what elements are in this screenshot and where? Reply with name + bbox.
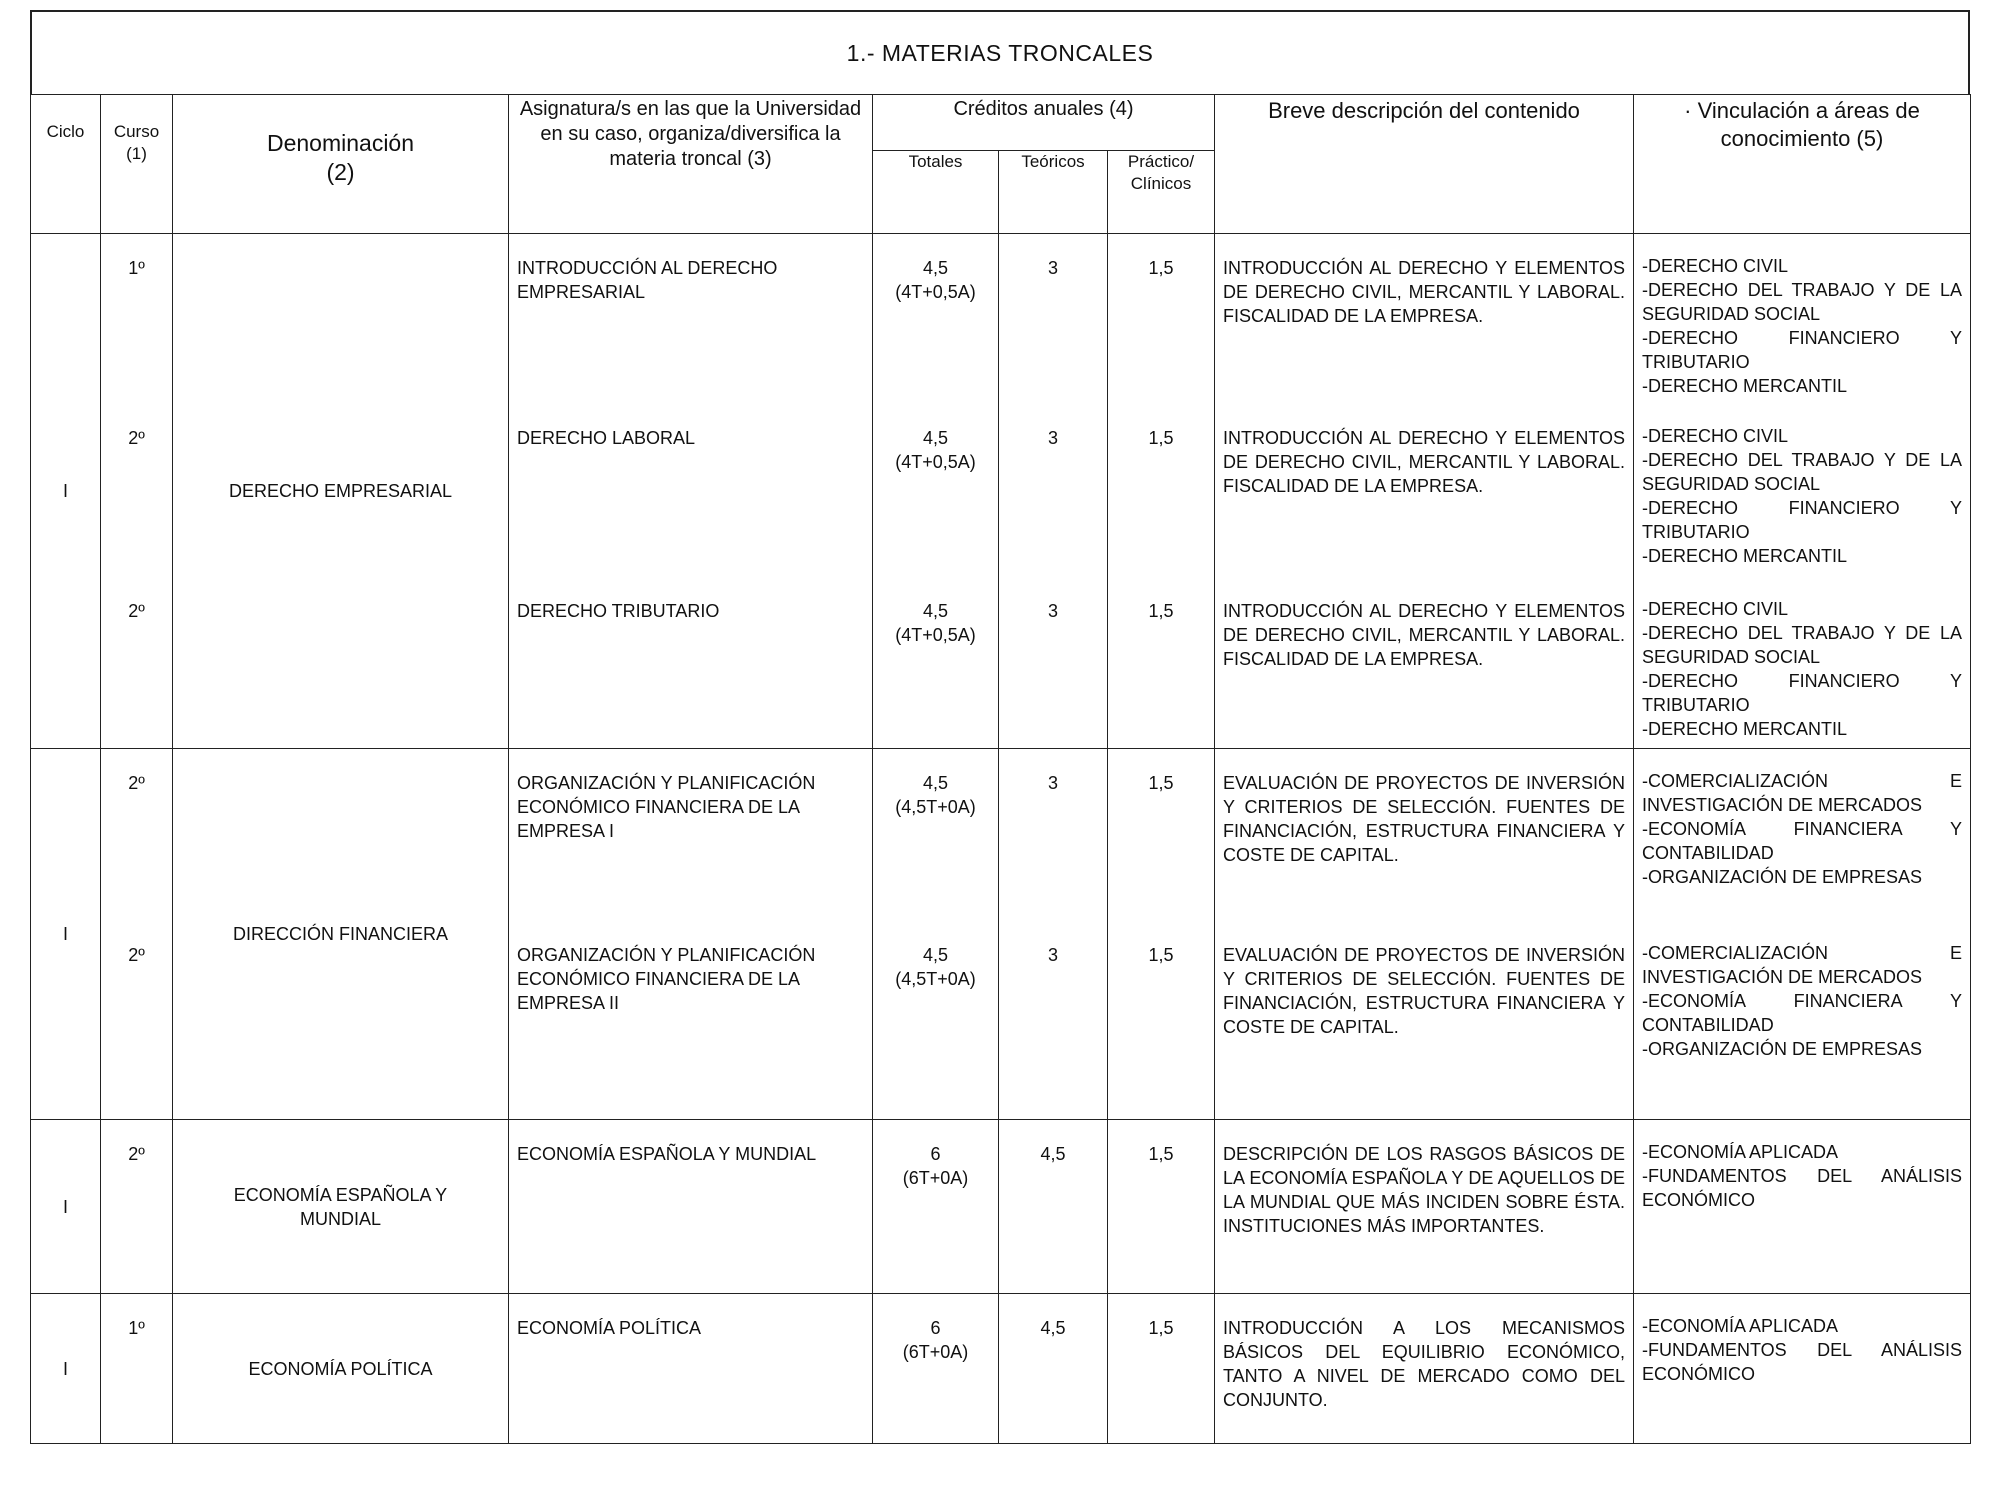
descripcion-cell: INTRODUCCIÓN AL DERECHO Y ELEMENTOS DE DERECHO CIVIL, MERCANTIL Y LABORAL. FISCALIDAD DE LA EMPRESA.: [1215, 234, 1634, 404]
vinculacion-cell: [1634, 749, 1971, 921]
vinculacion-item: -DERECHO MERCANTIL: [1642, 718, 1848, 739]
header-asignatura: Asignatura/s en las que la Universidad en su caso, organiza/diversifica la materia troncal (3): [509, 95, 873, 234]
asignatura-cell: ECONOMÍA ESPAÑOLA Y MUNDIAL: [509, 1120, 873, 1294]
descripcion-cell: EVALUACIÓN DE PROYECTOS DE INVERSIÓN Y CRITERIOS DE SELECCIÓN. FUENTES DE FINANCIACIÓN, ESTRUCTURA FINANCIERA Y COSTE DE CAPITAL.: [1215, 749, 1634, 921]
asignatura-cell: INTRODUCCIÓN AL DERECHO EMPRESARIAL: [509, 234, 873, 404]
vinculacion-item: -DERECHO DEL TRABAJO Y DE LA SEGURIDAD SOCIAL: [1642, 449, 1962, 494]
ciclo-cell: I: [31, 234, 101, 749]
vinculacion-item: -ECONOMÍA APLICADA: [1642, 1142, 1839, 1162]
vinculacion-item: -DERECHO DEL TRABAJO Y DE LA SEGURIDAD SOCIAL: [1642, 622, 1962, 667]
practicos-cell: 1,5: [1108, 577, 1215, 749]
totales-cell: [873, 1120, 999, 1294]
denominacion-cell: ECONOMÍA ESPAÑOLA Y MUNDIAL: [173, 1120, 509, 1294]
totales-detail: (6T+0A): [902, 1342, 969, 1362]
table-row: [31, 1294, 1971, 1444]
asignatura-cell: DERECHO LABORAL: [509, 404, 873, 577]
vinculacion-item: -ECONOMÍA FINANCIERA Y CONTABILIDAD: [1642, 990, 1962, 1035]
teoricos-cell: 3: [999, 749, 1108, 921]
header-practicos: Práctico/ Clínicos: [1108, 151, 1215, 234]
asignatura-cell: ORGANIZACIÓN Y PLANIFICACIÓN ECONÓMICO FINANCIERA DE LA EMPRESA II: [509, 921, 873, 1120]
practicos-cell: 1,5: [1108, 234, 1215, 404]
vinculacion-item: -DERECHO CIVIL: [1642, 256, 1789, 276]
table-body: [31, 234, 1971, 1444]
vinculacion-cell: [1634, 1294, 1971, 1444]
curso-cell: 2º: [101, 577, 173, 749]
asignatura-cell: ORGANIZACIÓN Y PLANIFICACIÓN ECONÓMICO FINANCIERA DE LA EMPRESA I: [509, 749, 873, 921]
totales-cell: [873, 1294, 999, 1444]
practicos-cell: 1,5: [1108, 749, 1215, 921]
denominacion-cell: DIRECCIÓN FINANCIERA: [173, 749, 509, 1120]
vinculacion-item: -DERECHO MERCANTIL: [1642, 376, 1848, 396]
vinculacion-cell: [1634, 1120, 1971, 1294]
totales-value: 4,5: [922, 600, 949, 621]
vinculacion-item: -DERECHO CIVIL: [1642, 425, 1789, 446]
title-box: [30, 10, 1970, 94]
totales-cell: [873, 577, 999, 749]
header-vinculacion: · Vinculación a áreas de conocimiento (5): [1634, 95, 1971, 234]
header-ciclo: Ciclo: [31, 95, 101, 234]
totales-value: 4,5: [922, 773, 949, 793]
ciclo-cell: I: [31, 749, 101, 1120]
header-denominacion: Denominación (2): [173, 95, 509, 234]
vinculacion-cell: [1634, 234, 1971, 404]
descripcion-cell: DESCRIPCIÓN DE LOS RASGOS BÁSICOS DE LA ECONOMÍA ESPAÑOLA Y DE AQUELLOS DE LA MUNDIAL QUE MÁS INCIDEN SOBRE ÉSTA. INSTITUCIONES MÁS IMPORTANTES.: [1215, 1120, 1634, 1294]
asignatura-cell: ECONOMÍA POLÍTICA: [509, 1294, 873, 1444]
vinculacion-item: -ECONOMÍA FINANCIERA Y CONTABILIDAD: [1642, 819, 1962, 863]
totales-cell: [873, 921, 999, 1120]
table-row: [31, 749, 1971, 921]
totales-cell: [873, 749, 999, 921]
practicos-cell: 1,5: [1108, 1120, 1215, 1294]
denominacion-cell: DERECHO EMPRESARIAL: [173, 234, 509, 749]
totales-value: 6: [930, 1144, 941, 1164]
teoricos-cell: 3: [999, 234, 1108, 404]
vinculacion-item: -DERECHO MERCANTIL: [1642, 545, 1848, 566]
curso-cell: 2º: [101, 921, 173, 1120]
teoricos-cell: 3: [999, 404, 1108, 577]
vinculacion-item: -ECONOMÍA APLICADA: [1642, 1316, 1839, 1336]
curso-cell: 2º: [101, 404, 173, 577]
header-teoricos: Teóricos: [999, 151, 1108, 234]
table-row: [31, 1120, 1971, 1294]
teoricos-cell: 4,5: [999, 1294, 1108, 1444]
curso-cell: 2º: [101, 749, 173, 921]
vinculacion-item: -DERECHO FINANCIERO Y TRIBUTARIO: [1642, 328, 1962, 372]
totales-detail: (4T+0,5A): [895, 624, 976, 645]
descripcion-cell: INTRODUCCIÓN AL DERECHO Y ELEMENTOS DE DERECHO CIVIL, MERCANTIL Y LABORAL. FISCALIDAD DE LA EMPRESA.: [1215, 577, 1634, 749]
vinculacion-item: -FUNDAMENTOS DEL ANÁLISIS ECONÓMICO: [1642, 1166, 1962, 1210]
practicos-cell: 1,5: [1108, 1294, 1215, 1444]
vinculacion-item: -ORGANIZACIÓN DE EMPRESAS: [1642, 1038, 1923, 1059]
vinculacion-item: -COMERCIALIZACIÓN E INVESTIGACIÓN DE MERCADOS: [1642, 942, 1962, 987]
vinculacion-item: -COMERCIALIZACIÓN E INVESTIGACIÓN DE MERCADOS: [1642, 771, 1962, 815]
totales-value: 4,5: [922, 944, 949, 965]
header-curso: Curso (1): [101, 95, 173, 234]
descripcion-cell: INTRODUCCIÓN AL DERECHO Y ELEMENTOS DE DERECHO CIVIL, MERCANTIL Y LABORAL. FISCALIDAD DE LA EMPRESA.: [1215, 404, 1634, 577]
curso-cell: 2º: [101, 1120, 173, 1294]
materias-table: [30, 94, 1971, 1444]
totales-value: 4,5: [922, 258, 949, 278]
totales-detail: (4T+0,5A): [895, 282, 976, 302]
vinculacion-item: -FUNDAMENTOS DEL ANÁLISIS ECONÓMICO: [1642, 1340, 1962, 1384]
curso-cell: 1º: [101, 234, 173, 404]
vinculacion-item: -DERECHO FINANCIERO Y TRIBUTARIO: [1642, 497, 1962, 542]
curso-cell: 1º: [101, 1294, 173, 1444]
practicos-cell: 1,5: [1108, 921, 1215, 1120]
teoricos-cell: 3: [999, 577, 1108, 749]
totales-value: 6: [930, 1318, 941, 1338]
descripcion-cell: INTRODUCCIÓN A LOS MECANISMOS BÁSICOS DEL EQUILIBRIO ECONÓMICO, TANTO A NIVEL DE MERCADO COMO DEL CONJUNTO.: [1215, 1294, 1634, 1444]
vinculacion-item: -DERECHO FINANCIERO Y TRIBUTARIO: [1642, 670, 1962, 715]
totales-value: 4,5: [922, 427, 949, 448]
ciclo-cell: I: [31, 1294, 101, 1444]
vinculacion-cell: [1634, 577, 1971, 749]
totales-detail: (4T+0,5A): [895, 451, 976, 472]
header-creditos: Créditos anuales (4): [873, 95, 1215, 151]
totales-detail: (4,5T+0A): [895, 797, 976, 817]
teoricos-cell: 4,5: [999, 1120, 1108, 1294]
header-totales: Totales: [873, 151, 999, 234]
vinculacion-item: -DERECHO DEL TRABAJO Y DE LA SEGURIDAD SOCIAL: [1642, 280, 1962, 324]
asignatura-cell: DERECHO TRIBUTARIO: [509, 577, 873, 749]
totales-cell: [873, 404, 999, 577]
ciclo-cell: I: [31, 1120, 101, 1294]
vinculacion-cell: [1634, 921, 1971, 1120]
header-descripcion: Breve descripción del contenido: [1215, 95, 1634, 234]
vinculacion-cell: [1634, 404, 1971, 577]
totales-detail: (6T+0A): [902, 1168, 969, 1188]
denominacion-cell: ECONOMÍA POLÍTICA: [173, 1294, 509, 1444]
practicos-cell: 1,5: [1108, 404, 1215, 577]
vinculacion-item: -DERECHO CIVIL: [1642, 598, 1789, 619]
page-title: 1.- MATERIAS TRONCALES: [846, 40, 1154, 66]
table-row: [31, 234, 1971, 404]
totales-cell: [873, 234, 999, 404]
teoricos-cell: 3: [999, 921, 1108, 1120]
totales-detail: (4,5T+0A): [895, 968, 976, 989]
descripcion-cell: EVALUACIÓN DE PROYECTOS DE INVERSIÓN Y CRITERIOS DE SELECCIÓN. FUENTES DE FINANCIACIÓN, ESTRUCTURA FINANCIERA Y COSTE DE CAPITAL.: [1215, 921, 1634, 1120]
vinculacion-item: -ORGANIZACIÓN DE EMPRESAS: [1642, 867, 1923, 887]
